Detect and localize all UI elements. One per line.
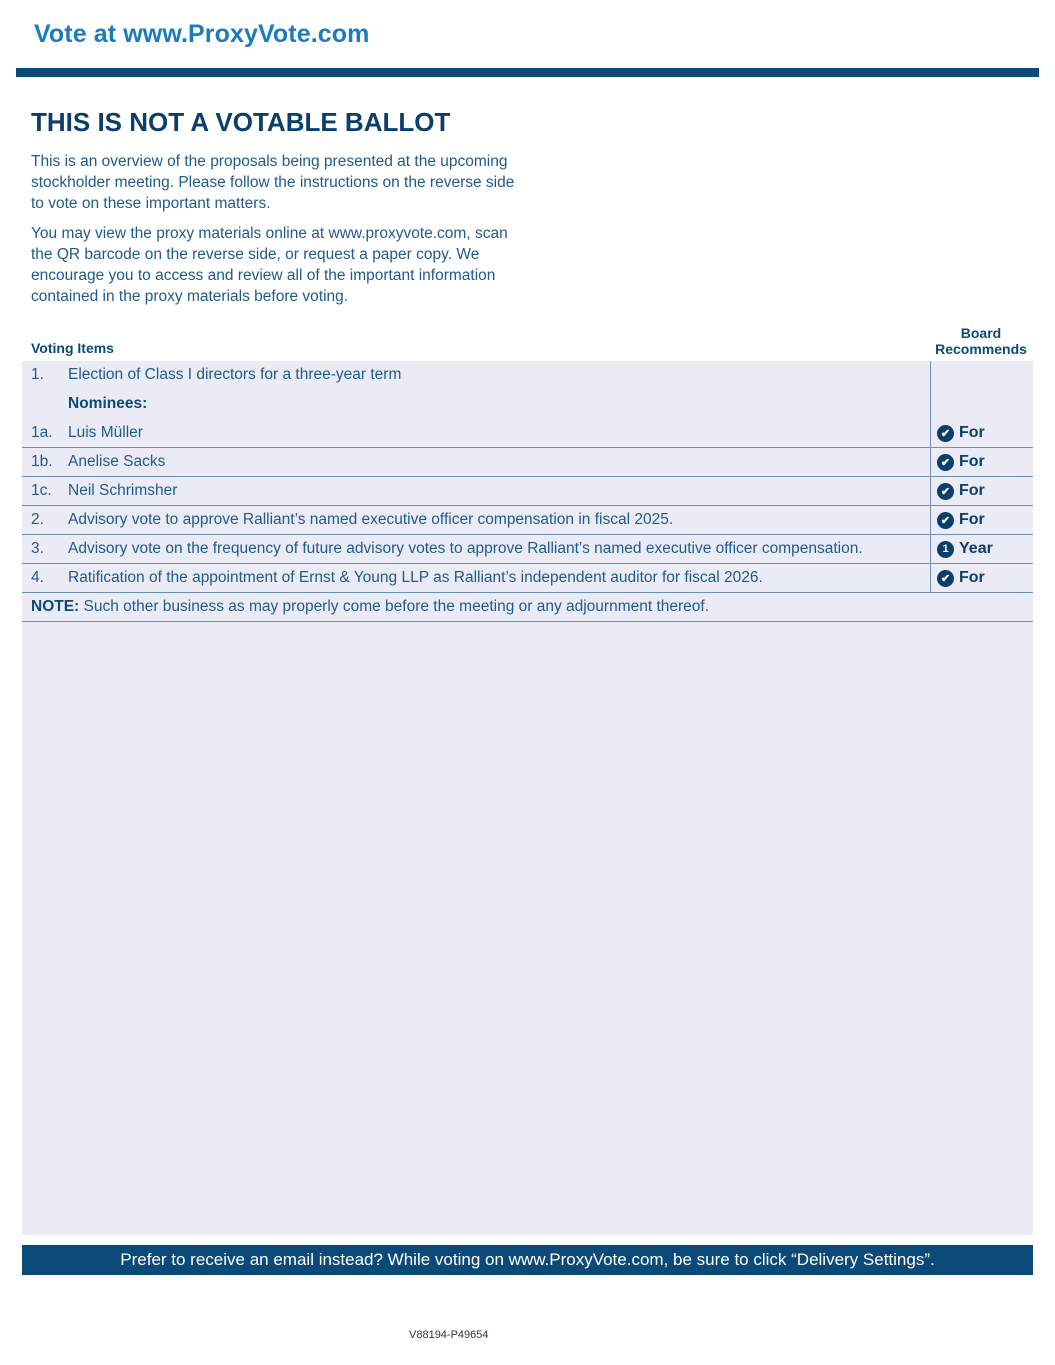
item-text: Election of Class I directors for a three-year term [68, 366, 402, 383]
recommendation-cell [930, 535, 1033, 563]
item-text: Advisory vote on the frequency of future advisory votes to approve Ralliant’s named executive officer compensation. [68, 540, 863, 557]
recommendation-label: Year [959, 540, 993, 557]
item-number: 2. [31, 511, 44, 528]
nominees-label: Nominees: [68, 395, 148, 412]
header-rule [16, 68, 1039, 77]
check-circle-icon: ✔ [937, 570, 954, 587]
recommendation-cell [930, 419, 1033, 447]
note-label: NOTE: [31, 598, 80, 615]
item-text: Anelise Sacks [68, 453, 166, 470]
note-body: Such other business as may properly come before the meeting or any adjournment thereof. [79, 598, 710, 615]
intro-paragraph-1: This is an overview of the proposals being presented at the upcoming stockholder meeting. Please follow the instructions on the reverse side to vote on these important matters. [31, 153, 515, 212]
number-one-circle-icon: 1 [937, 541, 954, 558]
check-circle-icon: ✔ [937, 483, 954, 500]
table-row [22, 361, 1033, 390]
item-number: 1. [31, 366, 44, 383]
recommends-label: Recommends [935, 341, 1027, 357]
table-row [22, 477, 1033, 506]
recommendation-label: For [959, 424, 985, 441]
check-circle-icon: ✔ [937, 425, 954, 442]
table-row [22, 506, 1033, 535]
item-number: 1c. [31, 482, 52, 499]
recommendation-cell [930, 564, 1033, 592]
table-row [22, 419, 1033, 448]
item-text: Ratification of the appointment of Ernst & Young LLP as Ralliant’s independent auditor for fiscal 2026. [68, 569, 763, 586]
note-row [22, 593, 1033, 622]
item-number: 1a. [31, 424, 53, 441]
item-number: 4. [31, 569, 44, 586]
table-row [22, 564, 1033, 593]
item-text: Advisory vote to approve Ralliant’s named executive officer compensation in fiscal 2025. [68, 511, 674, 528]
recommendation-cell [930, 390, 1033, 419]
table-row [22, 535, 1033, 564]
item-number: 1b. [31, 453, 53, 470]
column-header-board-recommends [926, 325, 1036, 357]
recommendation-cell [930, 477, 1033, 505]
table-row [22, 390, 1033, 419]
header-title: Vote at www.ProxyVote.com [34, 20, 370, 48]
check-circle-icon: ✔ [937, 454, 954, 471]
recommendation-label: For [959, 453, 985, 470]
recommendation-label: For [959, 569, 985, 586]
item-number: 3. [31, 540, 44, 557]
recommendation-label: For [959, 511, 985, 528]
table-row [22, 448, 1033, 477]
document-code: V88194-P49654 [409, 1329, 489, 1341]
delivery-settings-banner: Prefer to receive an email instead? While voting on www.ProxyVote.com, be sure to click “Delivery Settings”. [22, 1245, 1033, 1275]
column-header-voting-items: Voting Items [31, 340, 114, 356]
item-text: Neil Schrimsher [68, 482, 178, 499]
recommendation-cell [930, 448, 1033, 476]
recommendation-cell [930, 506, 1033, 534]
note-text [31, 598, 709, 616]
notice-title: THIS IS NOT A VOTABLE BALLOT [31, 107, 451, 137]
item-text: Luis Müller [68, 424, 143, 441]
check-circle-icon: ✔ [937, 512, 954, 529]
intro-paragraph-2: You may view the proxy materials online at www.proxyvote.com, scan the QR barcode on the reverse side, or request a paper copy. We encourage you to access and review all of the important information contained in the proxy materials before voting. [31, 225, 508, 305]
board-label: Board [960, 325, 1002, 341]
recommendation-label: For [959, 482, 985, 499]
voting-items-table [22, 361, 1033, 1235]
recommendation-cell [930, 361, 1033, 390]
